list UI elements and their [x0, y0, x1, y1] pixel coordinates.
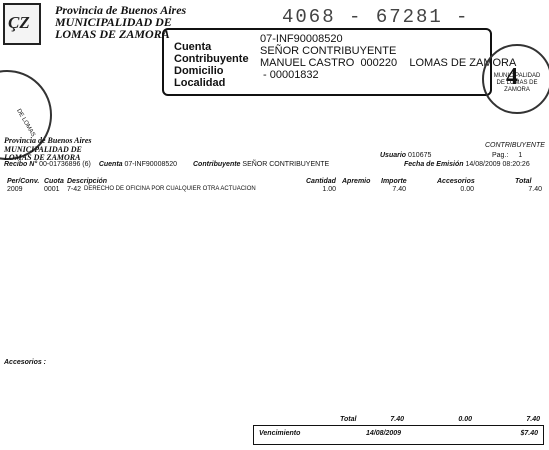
header-municipality-line2: LOMAS DE ZAMORA	[55, 27, 170, 41]
usuario-value: 010675	[408, 152, 432, 159]
col-header-descripcion: Descripción	[67, 178, 108, 185]
receipt-municipality-line1: MUNICIPALIDAD DE	[4, 145, 82, 154]
row-code: 7-42	[67, 186, 82, 193]
row-accesorios: 0.00	[460, 186, 474, 193]
vencimiento-box	[253, 425, 544, 445]
seal-right-text: MUNICIPALIDAD DE LOMAS DE ZAMORA	[493, 73, 541, 93]
logo-text: ÇZ	[8, 13, 30, 32]
municipal-seal-right	[482, 44, 549, 114]
totals-label: Total	[340, 416, 357, 423]
stamped-number: 4068 - 67281	[282, 6, 443, 28]
col-header-cuota: Cuota	[44, 178, 64, 185]
address-label-contribuyente: Contribuyente	[174, 53, 249, 65]
header-municipality-line1: MUNICIPALIDAD DE	[55, 15, 172, 29]
cuenta-label: Cuenta	[98, 161, 123, 168]
header-province: Provincia de Buenos Aires	[55, 3, 187, 17]
row-total: 7.40	[528, 186, 542, 193]
totals-total: 7.40	[526, 416, 540, 423]
pag-value: 1	[518, 152, 523, 159]
contribuyente-value: SEÑOR CONTRIBUYENTE	[242, 161, 330, 168]
table-row	[0, 186, 549, 196]
row-cuota: 0001	[44, 186, 60, 193]
copy-label: CONTRIBUYENTE	[485, 142, 545, 149]
col-header-accesorios: Accesorios	[437, 178, 475, 185]
receipt-province: Provincia de Buenos Aires	[4, 136, 92, 145]
address-domicilio-value: MANUEL CASTRO 000220 LOMAS DE ZAMORA	[260, 57, 517, 69]
address-contribuyente-value: SEÑOR CONTRIBUYENTE	[260, 45, 397, 57]
municipal-logo	[3, 3, 41, 45]
contribuyente-label: Contribuyente	[193, 161, 241, 168]
seal-right-mark: 4	[506, 64, 518, 90]
row-importe: 7.40	[392, 186, 406, 193]
address-cuenta-value: 07-INF90008520	[260, 33, 343, 45]
recibo-line	[4, 161, 329, 168]
vencimiento-date: 14/08/2009	[366, 430, 402, 437]
receipt-municipality-line2: LOMAS DE ZAMORA	[4, 153, 81, 162]
fecha-label: Fecha de Emisión	[404, 161, 464, 168]
usuario-label: Usuario	[380, 152, 407, 159]
recibo-value: 00-01736896 (6)	[39, 161, 91, 168]
vencimiento-amount: $7.40	[520, 430, 538, 437]
vencimiento-label: Vencimiento	[259, 430, 301, 437]
fecha-emision-field	[404, 161, 530, 168]
accesorios-label: Accesorios :	[4, 359, 47, 366]
col-header-total: Total	[515, 178, 532, 185]
cuenta-value: 07-INF90008520	[124, 161, 178, 168]
col-header-apremio: Apremio	[342, 178, 371, 185]
totals-accesorios: 0.00	[458, 416, 472, 423]
address-label-localidad: Localidad	[174, 77, 226, 89]
address-localidad-value: - 00001832	[263, 69, 319, 81]
row-cantidad: 1.00	[322, 186, 336, 193]
fecha-value: 14/08/2009 08:20:26	[465, 161, 530, 168]
col-header-cantidad: Cantidad	[306, 178, 336, 185]
col-header-importe: Importe	[381, 178, 407, 185]
recibo-label: Recibo N°	[4, 161, 38, 168]
stamped-number-suffix: -	[456, 6, 470, 28]
address-label-cuenta: Cuenta	[174, 41, 212, 53]
pag-label: Pag.:	[492, 152, 509, 159]
pag-field	[492, 152, 522, 159]
col-header-perconv: Per/Conv.	[7, 178, 40, 185]
seal-left-text: DE LOMAS	[15, 108, 36, 138]
row-descripcion: DERECHO DE OFICINA POR CUALQUIER OTRA ACTUACION	[84, 186, 256, 192]
usuario-field	[380, 152, 431, 159]
totals-importe: 7.40	[390, 416, 404, 423]
row-perconv: 2009	[7, 186, 23, 193]
address-label-domicilio: Domicilio	[174, 65, 224, 77]
